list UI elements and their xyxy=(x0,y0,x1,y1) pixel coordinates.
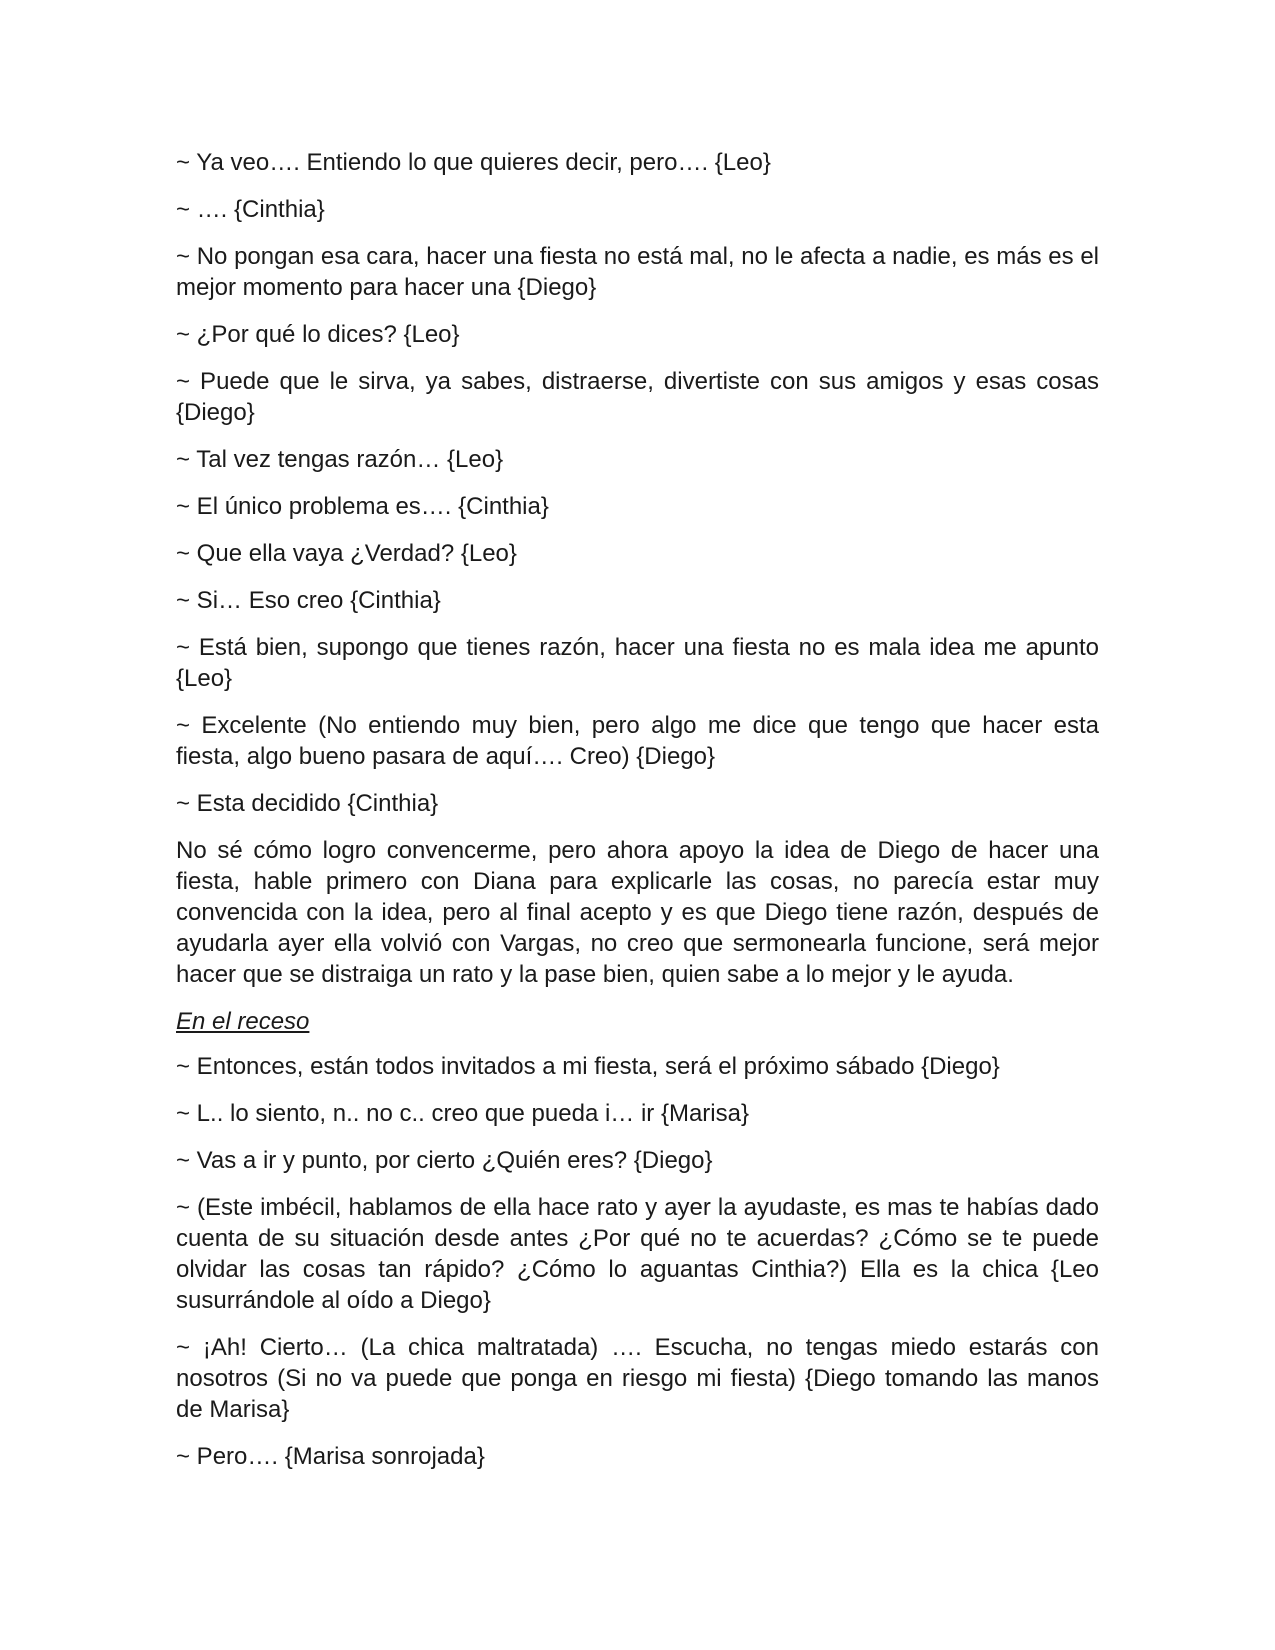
narrative-paragraph: No sé cómo logro convencerme, pero ahora apoyo la idea de Diego de hacer una fiesta, hable primero con Diana para explicarle las cosas, no parecía estar muy convencida con la idea, pero al final acepto y es que Diego tiene razón, después de ayudarla ayer ella volvió con Vargas, no creo que sermonearla funcione, será mejor hacer que se distraiga un rato y la pase bien, quien sabe a lo mejor y le ayuda. xyxy=(176,837,1099,988)
dialogue-line: ~ No pongan esa cara, hacer una fiesta no está mal, no le afecta a nadie, es más es el mejor momento para hacer una {Diego} xyxy=(176,243,1099,301)
dialogue-line: ~ L.. lo siento, n.. no c.. creo que pueda i… ir {Marisa} xyxy=(176,1100,749,1127)
dialogue-line: ~ Excelente (No entiendo muy bien, pero algo me dice que tengo que hacer esta fiesta, algo bueno pasara de aquí…. Creo) {Diego} xyxy=(176,712,1099,770)
dialogue-line: ~ ¡Ah! Cierto… (La chica maltratada) …. Escucha, no tengas miedo estarás con nosotros (Si no va puede que ponga en riesgo mi fiesta) {Diego tomando las manos de Marisa} xyxy=(176,1334,1099,1423)
section-heading: En el receso xyxy=(176,1008,310,1035)
dialogue-line: ~ Que ella vaya ¿Verdad? {Leo} xyxy=(176,540,517,567)
dialogue-line: ~ Puede que le sirva, ya sabes, distraerse, divertiste con sus amigos y esas cosas {Diego} xyxy=(176,368,1099,426)
dialogue-line: ~ (Este imbécil, hablamos de ella hace rato y ayer la ayudaste, es mas te habías dado cuenta de su situación desde antes ¿Por qué no te acuerdas? ¿Cómo se te puede olvidar las cosas tan rápido? ¿Cómo lo aguantas Cinthia?) Ella es la chica {Leo susurrándole al oído a Diego} xyxy=(176,1194,1099,1314)
dialogue-line: ~ ¿Por qué lo dices? {Leo} xyxy=(176,321,460,348)
dialogue-line: ~ Está bien, supongo que tienes razón, hacer una fiesta no es mala idea me apunto {Leo} xyxy=(176,634,1099,692)
dialogue-line: ~ Tal vez tengas razón… {Leo} xyxy=(176,446,504,473)
dialogue-line: ~ Ya veo…. Entiendo lo que quieres decir, pero…. {Leo} xyxy=(176,149,771,176)
dialogue-line: ~ Pero…. {Marisa sonrojada} xyxy=(176,1443,485,1470)
dialogue-line: ~ Entonces, están todos invitados a mi fiesta, será el próximo sábado {Diego} xyxy=(176,1053,1000,1080)
dialogue-line: ~ Esta decidido {Cinthia} xyxy=(176,790,439,817)
dialogue-line: ~ Vas a ir y punto, por cierto ¿Quién eres? {Diego} xyxy=(176,1147,713,1174)
dialogue-line: ~ …. {Cinthia} xyxy=(176,196,325,223)
dialogue-line: ~ Si… Eso creo {Cinthia} xyxy=(176,587,441,614)
dialogue-line: ~ El único problema es…. {Cinthia} xyxy=(176,493,549,520)
